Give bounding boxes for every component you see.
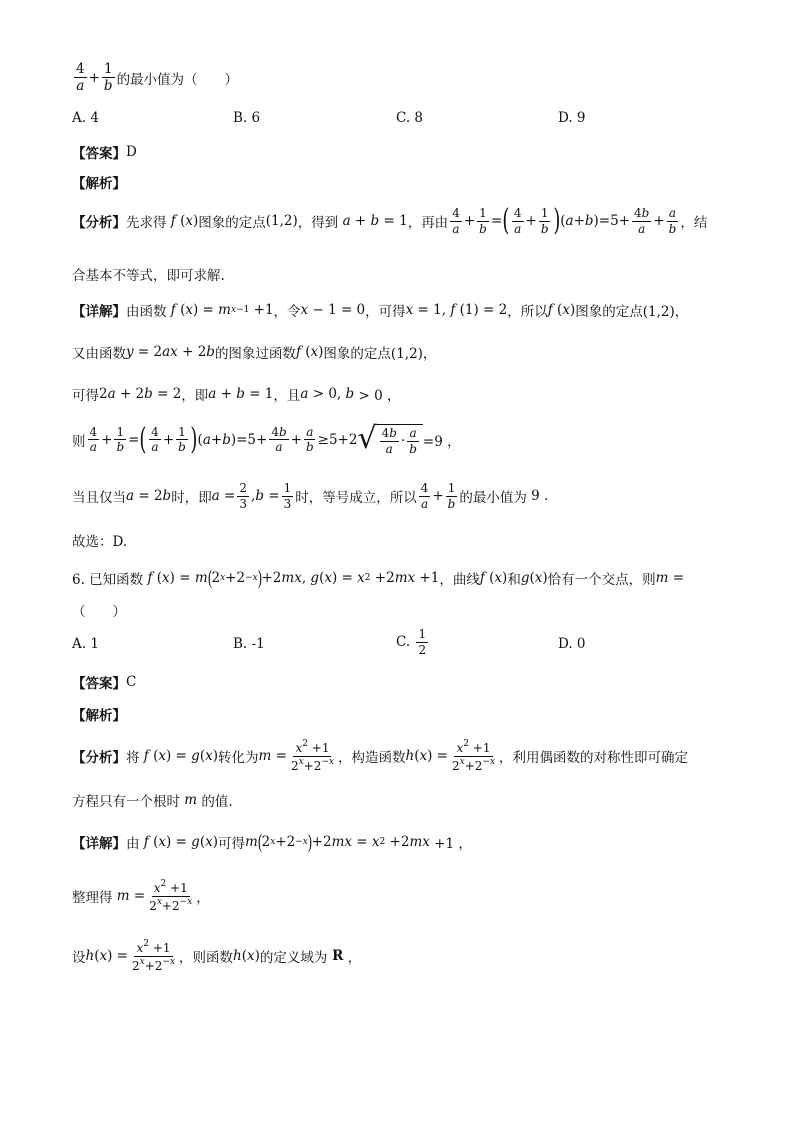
q5-stem: $\frac{4}{a}$ + $\frac{1}{b}$ 的最小值为（ ） xyxy=(76,61,239,95)
q5-option-c: C. 8 xyxy=(396,110,424,126)
q5-analysis-tag: 【解析】 xyxy=(72,176,126,192)
q6-xiangjie-2: 整理得 m = $\frac{x^2 +1}{2^x+2^{-x}}$ ， xyxy=(72,879,210,913)
q5-conclusion: 故选：D. xyxy=(72,534,128,550)
q5-stem-text: 的最小值为（ ） xyxy=(116,71,239,88)
q5-option-d: D. 9 xyxy=(558,110,586,126)
q6-stem: 6. 已知函数 f ( x ) = m ( 2 x +2 −x ) +2 mx , g ( x ) = x 2 +2 mx +1 ，曲线 f ( x ) 和 g ( x ) 恰有一个交点，则 m = xyxy=(72,566,685,590)
q5-xiangjie-2: 又由函数 y = 2 ax + 2 b 的图象过函数 f ( x ) 图象的定点 (1,2)， xyxy=(72,344,437,362)
answer-tag: 【答案】 xyxy=(72,146,126,162)
q6-analysis-tag: 【解析】 xyxy=(72,708,126,724)
q6-answer: 【答案】 C xyxy=(72,674,137,692)
q6-xiangjie-3: 设 h ( x ) = $\frac{x^2 +1}{2^x+2^{-x}}$ ，则函数 h ( x ) 的定义域为 R ， xyxy=(72,939,362,973)
q5-fenxi: 【分析】 先求得 f ( x ) 图象的定点 (1,2) ，得到 a + b = 1 ，再由 $\frac{4}{a}$ + $\frac{1}{b}$ = ( $\frac{4}{a}$ + $\frac{1}{b}$ ) ( a + b )=5+ $\frac{4b}{a}$ + $\frac{a}{b}$ ，结 xyxy=(72,203,708,238)
q6-option-a: A. 1 xyxy=(72,636,99,652)
answer-value: D xyxy=(126,144,137,160)
q5-option-b: B. 6 xyxy=(233,110,261,126)
q5-xiangjie-3: 可得 2 a + 2 b = 2 ，即 a + b = 1 ，且 a > 0, b > 0 ， xyxy=(72,386,401,404)
q5-option-a: A. 4 xyxy=(72,110,99,126)
q5-xiangjie-5: 当且仅当 a = 2 b 时，即 a = $\frac{2}{3}$ , b = $\frac{1}{3}$ 时，等号成立，所以 $\frac{4}{a}$ + $\frac{1}{b}$ 的最小值为 9 . xyxy=(72,481,549,511)
q6-stem-line2: （ ） xyxy=(72,604,126,620)
q6-fenxi: 【分析】 将 f ( x ) = g ( x ) 转化为 m = $\frac{x^2 +1}{2^x+2^{-x}}$ ，构造函数 h ( x ) = $\frac{x^2 +1}{2^x+2^{-x}}$ ，利用偶函数的对称性即可确定 xyxy=(72,739,689,773)
q6-option-d: D. 0 xyxy=(558,636,586,652)
q6-option-c: C. $\frac{1}{2}$ xyxy=(396,627,427,657)
q6-xiangjie-1: 【详解】 由 f ( x ) = g ( x ) 可得 m ( 2 x +2 −x ) +2 mx = x 2 +2 mx +1 ， xyxy=(72,830,472,854)
q5-xiangjie-4: 则 $\frac{4}{a}$ + $\frac{1}{b}$ = ( $\frac{4}{a}$ + $\frac{1}{b}$ ) ( a + b )=5+ $\frac{4b}{a}$ + $\frac{a}{b}$ ≥5+2 √ $\frac{4b}{a}$ · $\frac{a}{b}$ =9 ， xyxy=(72,421,461,457)
q5-fenxi-line2: 合基本不等式，即可求解. xyxy=(72,268,225,284)
q6-option-b: B. -1 xyxy=(233,636,265,652)
formula: $\frac{4}{a}$ xyxy=(76,61,85,95)
q6-fenxi-line2: 方程只有一个根时 m 的值. xyxy=(72,792,233,810)
q5-answer xyxy=(72,142,754,162)
q5-xiangjie-1: 【详解】 由函数 f ( x ) = m x−1 +1 ，令 x − 1 = 0 ，可得 x = 1, f (1) = 2 ，所以 f ( x ) 图象的定点 (1,2)， xyxy=(72,302,689,320)
